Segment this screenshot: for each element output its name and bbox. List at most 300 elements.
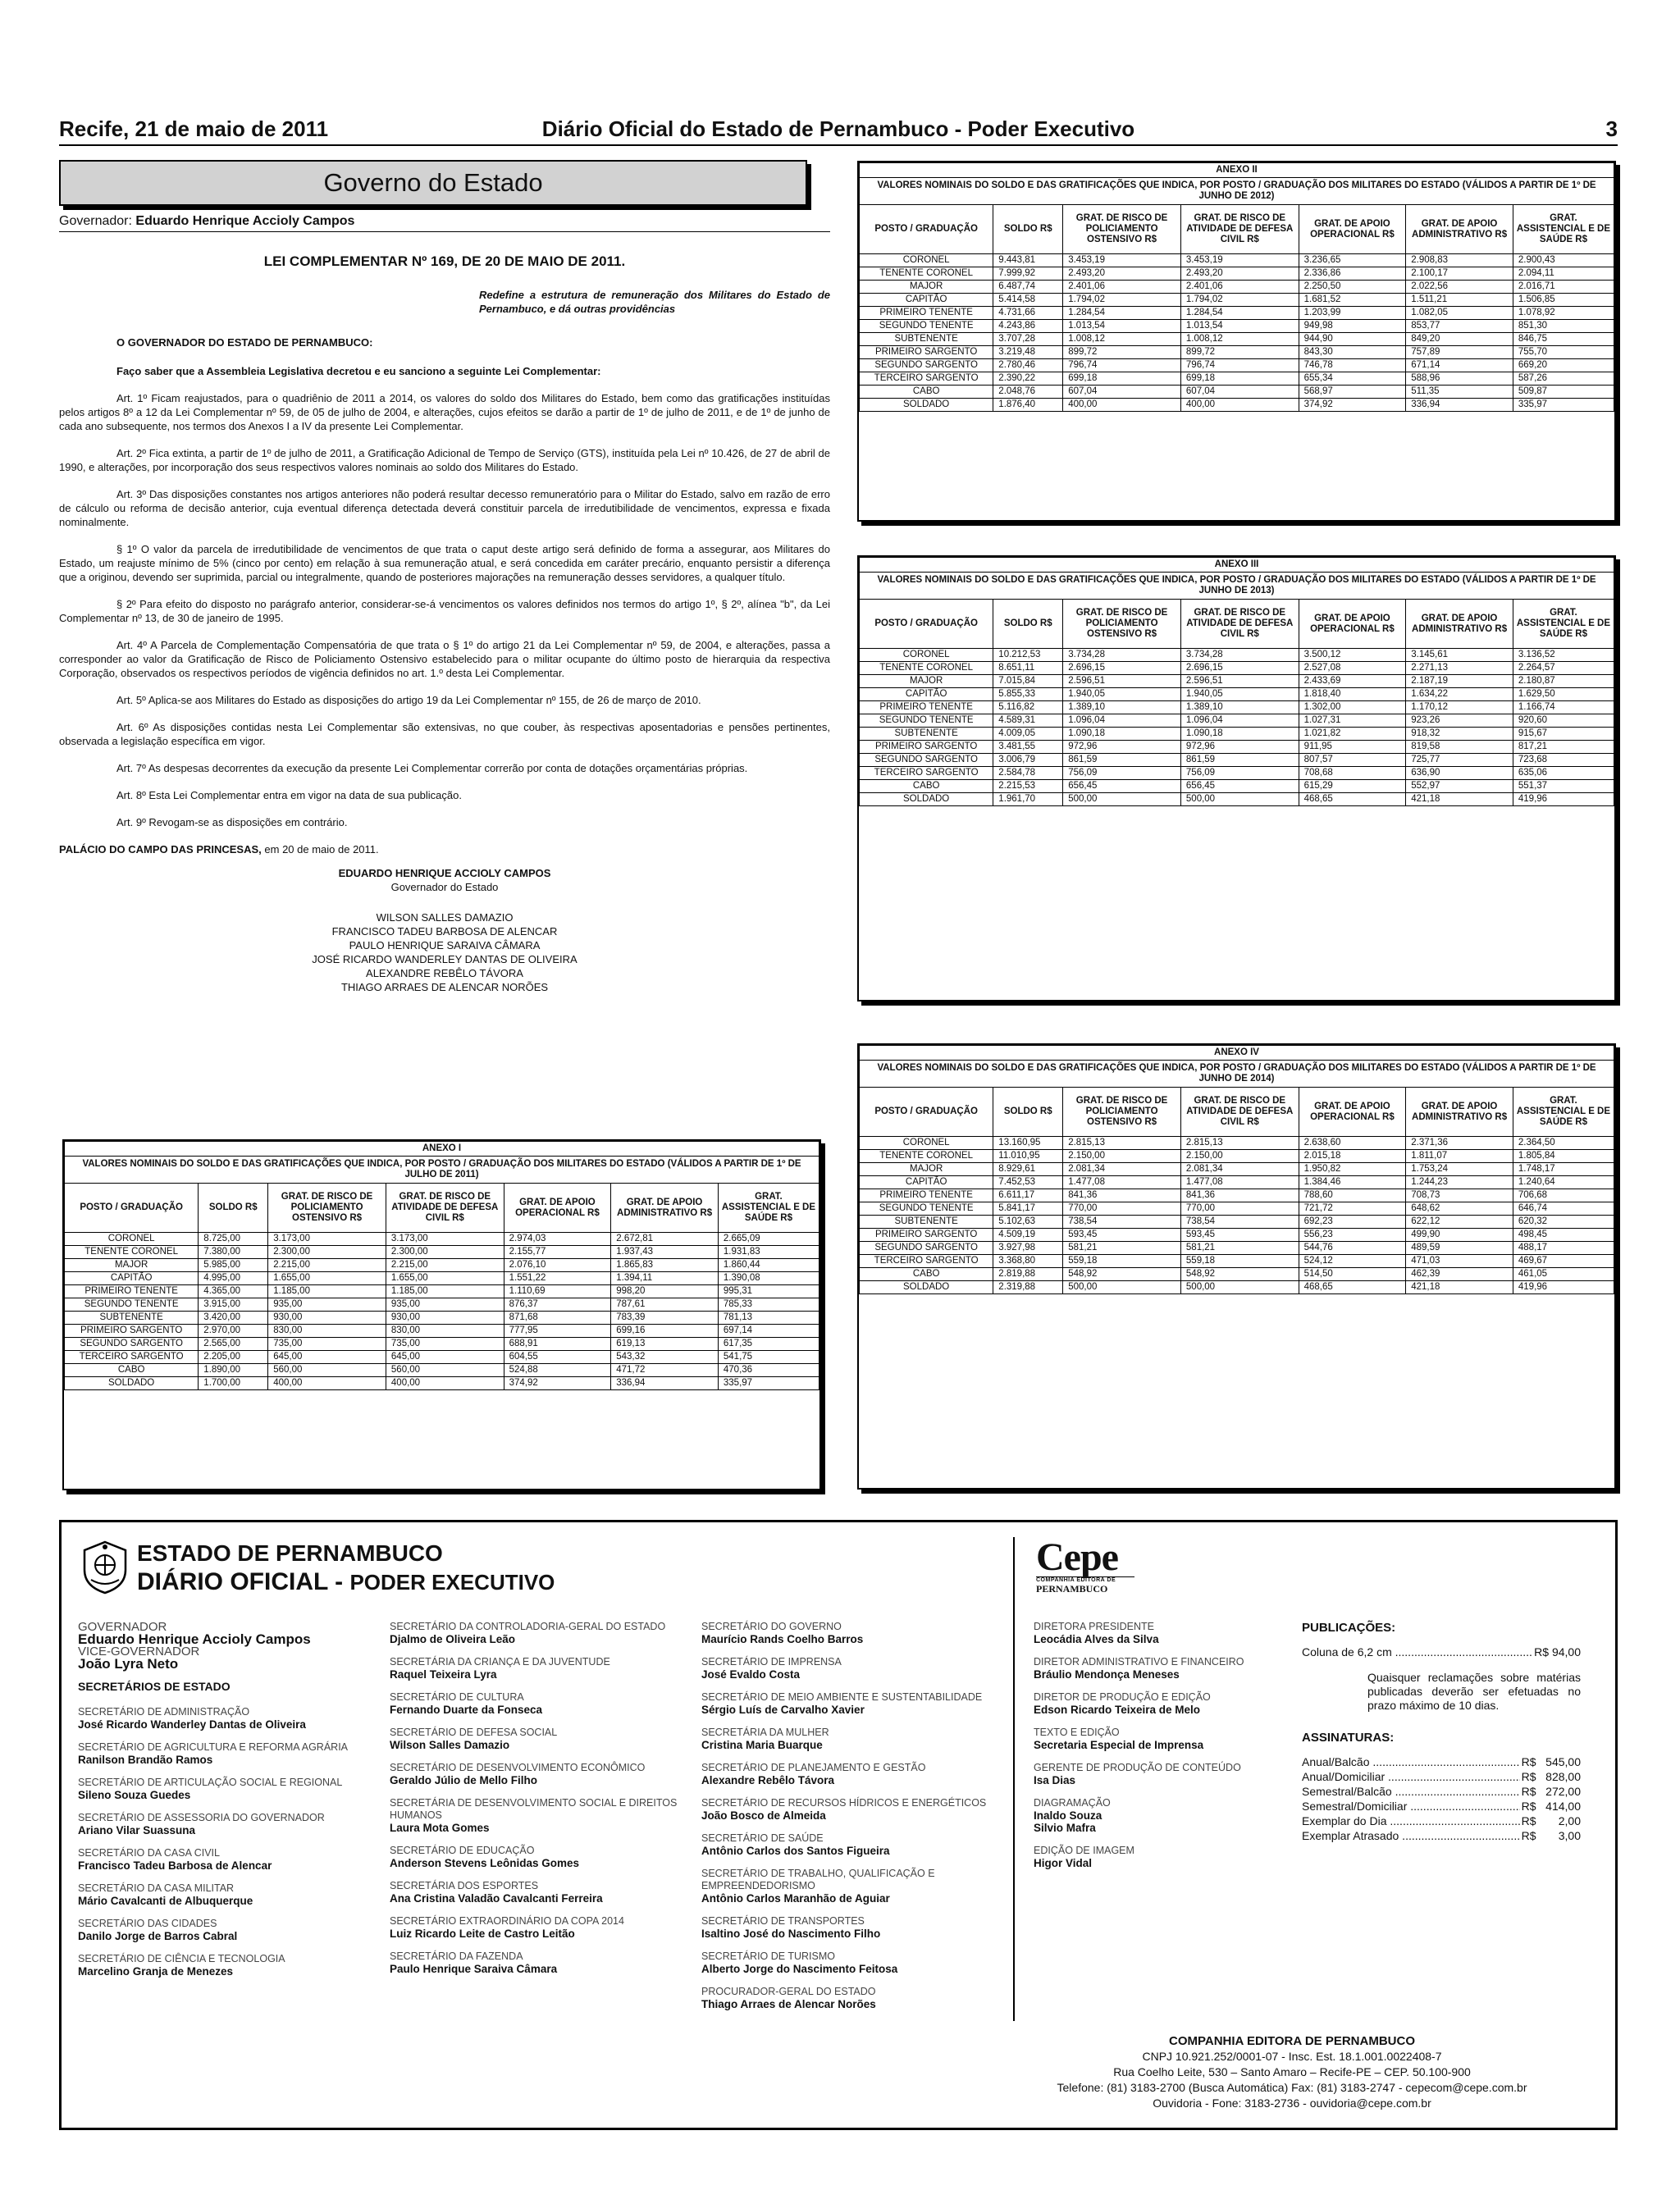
value-cell: 899,72 [1063,346,1181,359]
value-cell: 3.481,55 [993,741,1063,754]
value-cell: 560,00 [268,1364,386,1377]
value-cell: 2.100,17 [1406,267,1513,281]
value-cell: 1.865,83 [611,1259,719,1272]
column-header: GRAT. DE APOIO ADMINISTRATIVO R$ [611,1184,719,1233]
rank-cell: CAPITÃO [860,1176,993,1189]
value-cell: 6.611,17 [993,1189,1063,1202]
value-cell: 462,39 [1406,1268,1513,1281]
value-cell: 1.477,08 [1180,1176,1299,1189]
annex-table-1 [62,1139,821,1490]
value-cell: 796,74 [1180,359,1299,372]
rank-cell: TENENTE CORONEL [860,662,993,675]
annex-grid [859,1045,1614,1294]
value-cell: 669,20 [1513,359,1614,372]
official-role: SECRETÁRIO DAS CIDADES [78,1918,217,1929]
masthead-title: Diário Oficial do Estado de Pernambuco - Poder Executivo [541,116,1135,141]
value-cell: 899,72 [1180,346,1299,359]
official-name: Wilson Salles Damazio [390,1739,510,1751]
table-row [65,1259,819,1272]
official-role: PROCURADOR-GERAL DO ESTADO [701,1986,876,1997]
column-header: GRAT. DE APOIO ADMINISTRATIVO R$ [1406,1088,1513,1137]
value-cell: 2.493,20 [1063,267,1181,281]
value-cell: 400,00 [1063,399,1181,412]
value-cell: 2.150,00 [1180,1150,1299,1163]
value-cell: 2.215,00 [386,1259,504,1272]
value-cell: 851,30 [1513,320,1614,333]
value-cell: 471,03 [1406,1255,1513,1268]
official-role: SECRETÁRIO DE SAÚDE [701,1832,824,1844]
value-cell: 419,96 [1513,1281,1614,1294]
value-cell: 461,05 [1513,1268,1614,1281]
value-cell: 2.696,15 [1180,662,1299,675]
value-cell: 2.250,50 [1299,281,1406,294]
value-cell: 4.731,66 [993,307,1063,320]
column-header: SOLDO R$ [993,600,1063,649]
value-cell: 514,50 [1299,1268,1406,1281]
value-cell: 2.819,88 [993,1268,1063,1281]
footer-divider [1013,1537,1015,2021]
value-cell: 1.110,69 [504,1285,611,1298]
value-cell: 861,59 [1180,754,1299,767]
value-cell: 830,00 [268,1325,386,1338]
publicacoes-heading: PUBLICAÇÕES: [1302,1621,1396,1635]
official-role: DIRETORA PRESIDENTE [1034,1621,1155,1632]
table-row [860,346,1614,359]
value-cell: 3.500,12 [1299,649,1406,662]
rank-cell: PRIMEIRO TENENTE [860,701,993,714]
rank-cell: SEGUNDO SARGENTO [860,1242,993,1255]
value-cell: 699,18 [1063,372,1181,386]
value-cell: 2.022,56 [1406,281,1513,294]
value-cell: 2.974,03 [504,1233,611,1246]
rank-cell: MAJOR [860,675,993,688]
value-cell: 972,96 [1063,741,1181,754]
table-row [65,1298,819,1312]
official-role: SECRETÁRIO DE IMPRENSA [701,1656,842,1668]
value-cell: 3.420,00 [199,1312,268,1325]
subscription-price: R$ 2,00 [1521,1814,1581,1827]
column-header: GRAT. DE RISCO DE ATIVIDADE DE DEFESA CIVIL R$ [1180,1088,1299,1137]
table-row [860,1202,1614,1216]
table-row [860,1255,1614,1268]
table-row [65,1246,819,1259]
value-cell: 2.638,60 [1299,1137,1406,1150]
footer-col-3 [701,1621,1013,2021]
value-cell: 2.970,00 [199,1325,268,1338]
value-cell: 1.078,92 [1513,307,1614,320]
rank-cell: MAJOR [860,281,993,294]
value-cell: 688,91 [504,1338,611,1351]
secretaries-heading: SECRETÁRIOS DE ESTADO [78,1680,231,1693]
column-header: GRAT. DE RISCO DE POLICIAMENTO OSTENSIVO R$ [268,1184,386,1233]
value-cell: 2.665,09 [718,1233,819,1246]
value-cell: 468,65 [1299,1281,1406,1294]
value-cell: 5.116,82 [993,701,1063,714]
value-cell: 2.527,08 [1299,662,1406,675]
table-row [860,307,1614,320]
value-cell: 2.180,87 [1513,675,1614,688]
table-row [860,780,1614,793]
value-cell: 788,60 [1299,1189,1406,1202]
value-cell: 7.999,92 [993,267,1063,281]
value-cell: 646,74 [1513,1202,1614,1216]
value-cell: 581,21 [1063,1242,1181,1255]
column-header: SOLDO R$ [993,1088,1063,1137]
value-cell: 10.212,53 [993,649,1063,662]
value-cell: 930,00 [268,1312,386,1325]
cosigner: ALEXANDRE REBÊLO TÁVORA [366,967,523,979]
value-cell: 7.452,53 [993,1176,1063,1189]
official-role: DIRETOR DE PRODUÇÃO E EDIÇÃO [1034,1691,1211,1703]
value-cell: 1.302,00 [1299,701,1406,714]
value-cell: 2.433,69 [1299,675,1406,688]
value-cell: 1.753,24 [1406,1163,1513,1176]
value-cell: 1.811,07 [1406,1150,1513,1163]
value-cell: 738,54 [1180,1216,1299,1229]
value-cell: 2.336,86 [1299,267,1406,281]
signer-name: EDUARDO HENRIQUE ACCIOLY CAMPOS [338,867,551,879]
value-cell: 706,68 [1513,1189,1614,1202]
subscription-price: R$ 3,00 [1521,1829,1581,1842]
value-cell: 2.401,06 [1063,281,1181,294]
price-value: R$ 94,00 [1534,1645,1581,1658]
column-header: GRAT. ASSISTENCIAL E DE SAÚDE R$ [1513,205,1614,254]
value-cell: 470,36 [718,1364,819,1377]
subscription-price: R$ 828,00 [1521,1770,1581,1783]
value-cell: 8.725,00 [199,1233,268,1246]
rank-cell: PRIMEIRO TENENTE [860,307,993,320]
column-header: POSTO / GRADUAÇÃO [65,1184,199,1233]
value-cell: 587,26 [1513,372,1614,386]
value-cell: 511,35 [1406,386,1513,399]
value-cell: 725,77 [1406,754,1513,767]
company-name: COMPANHIA EDITORA DE PERNAMBUCO [1168,2034,1415,2048]
value-cell: 374,92 [504,1377,611,1390]
value-cell: 2.271,13 [1406,662,1513,675]
official-role: SECRETÁRIO DE PLANEJAMENTO E GESTÃO [701,1762,926,1773]
masthead-page-number: 3 [1605,116,1618,141]
official-name: Ariano Vilar Suassuna [78,1824,196,1836]
value-cell: 4.995,00 [199,1272,268,1285]
rank-cell: CORONEL [860,254,993,267]
value-cell: 692,23 [1299,1216,1406,1229]
value-cell: 500,00 [1180,1281,1299,1294]
column-header: SOLDO R$ [199,1184,268,1233]
value-cell: 648,62 [1406,1202,1513,1216]
value-cell: 2.076,10 [504,1259,611,1272]
value-cell: 1.021,82 [1299,728,1406,741]
value-cell: 3.734,28 [1180,649,1299,662]
value-cell: 1.629,50 [1513,688,1614,701]
table-row [65,1364,819,1377]
law-article-9: Art. 9º Revogam-se as disposições em contrário. [116,816,348,828]
value-cell: 849,20 [1406,333,1513,346]
rank-cell: SOLDADO [860,1281,993,1294]
official-name: Higor Vidal [1034,1857,1093,1869]
rank-cell: SEGUNDO SARGENTO [65,1338,199,1351]
annex-title: ANEXO I [65,1142,819,1157]
value-cell: 755,70 [1513,346,1614,359]
table-row [860,754,1614,767]
official-role: TEXTO E EDIÇÃO [1034,1727,1120,1738]
table-row [860,281,1614,294]
law-article-1: Art. 1º Ficam reajustados, para o quadriênio de 2011 a 2014, os valores do soldo dos Militares do Estado, bem como das gratificações instituídas pelos artigos 8º a 12 da Lei Complementar nº 59, de 05 de julho de 2004, e alterações, cujos efeitos se darão a partir de 1º de julho de 2011, e de 1º de junho de cada ano subsequente, nos termos dos Anexos I a IV da presente Lei Complementar. [59,392,830,432]
official-name: Inaldo Souza Silvio Mafra [1034,1809,1102,1834]
value-cell: 1.384,46 [1299,1176,1406,1189]
cosigner: JOSÉ RICARDO WANDERLEY DANTAS DE OLIVEIRA [312,953,578,965]
value-cell: 995,31 [718,1285,819,1298]
value-cell: 1.931,83 [718,1246,819,1259]
table-row [860,333,1614,346]
value-cell: 1.284,54 [1180,307,1299,320]
annex-title: ANEXO III [860,558,1614,573]
value-cell: 2.584,78 [993,767,1063,780]
official-role: SECRETÁRIO DE EDUCAÇÃO [390,1845,535,1856]
table-row [860,1137,1614,1150]
rank-cell: CAPITÃO [860,688,993,701]
value-cell: 336,94 [1406,399,1513,412]
table-row [860,767,1614,780]
assinaturas-list [1302,1754,1581,1843]
law-enactment: Faço saber que a Assembleia Legislativa decretou e eu sanciono a seguinte Lei Complementar: [116,365,601,377]
value-cell: 876,37 [504,1298,611,1312]
value-cell: 500,00 [1063,1281,1181,1294]
column-header: GRAT. DE RISCO DE POLICIAMENTO OSTENSIVO R$ [1063,205,1181,254]
value-cell: 918,32 [1406,728,1513,741]
company-line: Ouvidoria - Fone: 3183-2736 - ouvidoria@cepe.com.br [1153,2096,1431,2110]
official-name: Sileno Souza Guedes [78,1789,191,1801]
rank-cell: SEGUNDO TENENTE [860,714,993,728]
value-cell: 1.096,04 [1180,714,1299,728]
rank-cell: SUBTENENTE [860,1216,993,1229]
annex-title: ANEXO IV [860,1046,1614,1061]
rank-cell: SUBTENENTE [860,333,993,346]
value-cell: 697,14 [718,1325,819,1338]
value-cell: 3.927,98 [993,1242,1063,1255]
value-cell: 1.511,21 [1406,294,1513,307]
value-cell: 920,60 [1513,714,1614,728]
official-name: Bráulio Mendonça Meneses [1034,1668,1180,1681]
vice-governor-role: VICE-GOVERNADOR [78,1645,200,1658]
value-cell: 770,00 [1180,1202,1299,1216]
value-cell: 1.655,00 [268,1272,386,1285]
official-role: SECRETÁRIO DE TRANSPORTES [701,1915,865,1927]
value-cell: 617,35 [718,1338,819,1351]
value-cell: 468,65 [1299,793,1406,806]
law-article-8: Art. 8º Esta Lei Complementar entra em vigor na data de sua publicação. [116,789,462,801]
value-cell: 1.890,00 [199,1364,268,1377]
value-cell: 335,97 [718,1377,819,1390]
table-row [860,662,1614,675]
table-row [860,1150,1614,1163]
value-cell: 3.236,65 [1299,254,1406,267]
value-cell: 1.013,54 [1180,320,1299,333]
table-row [860,701,1614,714]
value-cell: 2.264,57 [1513,662,1614,675]
value-cell: 2.390,22 [993,372,1063,386]
table-row [65,1312,819,1325]
rank-cell: TERCEIRO SARGENTO [860,767,993,780]
value-cell: 2.908,83 [1406,254,1513,267]
value-cell: 1.389,10 [1063,701,1181,714]
official-name: Thiago Arraes de Alencar Norões [701,1998,876,2010]
value-cell: 3.734,28 [1063,649,1181,662]
official-role: SECRETÁRIO DE MEIO AMBIENTE E SUSTENTABILIDADE [701,1691,983,1703]
subscription-label: Semestral/Balcão ..... [1302,1784,1520,1799]
value-cell: 8.929,61 [993,1163,1063,1176]
value-cell: 2.780,46 [993,359,1063,372]
official-name: Ana Cristina Valadão Cavalcanti Ferreira [390,1892,603,1905]
law-article-3-par-2: § 2º Para efeito do disposto no parágrafo anterior, considerar-se-á vencimentos os valores definidos nos termos do artigo 1º, § 2º, alínea "b", da Lei Complementar nº 13, de 30 de janeiro de 1995. [59,598,830,624]
value-cell: 335,97 [1513,399,1614,412]
value-cell: 1.794,02 [1180,294,1299,307]
official-role: SECRETÁRIO DE ADMINISTRAÇÃO [78,1706,250,1718]
column-header: GRAT. DE APOIO ADMINISTRATIVO R$ [1406,600,1513,649]
value-cell: 581,21 [1180,1242,1299,1255]
footer-diario-title [137,1568,555,1596]
value-cell: 8.651,11 [993,662,1063,675]
law-article-4: Art. 4º A Parcela de Complementação Compensatória de que trata o § 1º do artigo 21 da Lei Complementar nº 59, de 2004, e alterações, passa a corresponder ao valor da Gratificação de Risco de Policiamento Ostensivo estabelecido para o militar ocupante do último posto de hierarquia da respectiva Corporação, observados os respectivos períodos de vigência definidos no art. 1.º desta Lei Complementar. [59,639,830,679]
annex-table-4 [857,1043,1616,1490]
table-row [65,1351,819,1364]
cosigner: PAULO HENRIQUE SARAIVA CÂMARA [349,939,541,951]
value-cell: 923,26 [1406,714,1513,728]
value-cell: 619,13 [611,1338,719,1351]
law-title: LEI COMPLEMENTAR Nº 169, DE 20 DE MAIO DE 2011. [263,253,626,269]
rank-cell: SUBTENENTE [65,1312,199,1325]
table-row [860,386,1614,399]
value-cell: 3.915,00 [199,1298,268,1312]
value-cell: 3.219,48 [993,346,1063,359]
value-cell: 645,00 [268,1351,386,1364]
footer-diario-small: PODER EXECUTIVO [349,1570,555,1595]
value-cell: 1.818,40 [1299,688,1406,701]
palace-date: em 20 de maio de 2011. [261,843,379,855]
value-cell: 785,33 [718,1298,819,1312]
table-row [860,649,1614,662]
official-name: Raquel Teixeira Lyra [390,1668,497,1681]
value-cell: 2.596,51 [1063,675,1181,688]
company-line: CNPJ 10.921.252/0001-07 - Insc. Est. 18.1.001.0022408-7 [1142,2050,1442,2063]
value-cell: 1.950,82 [1299,1163,1406,1176]
value-cell: 1.284,54 [1063,307,1181,320]
value-cell: 735,00 [386,1338,504,1351]
value-cell: 2.815,13 [1063,1137,1181,1150]
official-role: SECRETÁRIA DA MULHER [701,1727,829,1738]
rank-cell: CORONEL [860,649,993,662]
value-cell: 817,21 [1513,741,1614,754]
value-cell: 615,29 [1299,780,1406,793]
official-role: SECRETÁRIA DA CRIANÇA E DA JUVENTUDE [390,1656,610,1668]
value-cell: 655,34 [1299,372,1406,386]
rank-cell: SOLDADO [860,399,993,412]
value-cell: 911,95 [1299,741,1406,754]
subscription-row [1302,1754,1581,1769]
section-title: Governo do Estado [323,168,543,197]
value-cell: 524,88 [504,1364,611,1377]
value-cell: 593,45 [1180,1229,1299,1242]
table-row [65,1272,819,1285]
value-cell: 421,18 [1406,1281,1513,1294]
section-title-box [59,160,807,206]
value-cell: 544,76 [1299,1242,1406,1255]
subscription-row [1302,1784,1581,1799]
value-cell: 3.006,79 [993,754,1063,767]
footer-expediente [59,1520,1618,2130]
value-cell: 5.414,58 [993,294,1063,307]
value-cell: 2.364,50 [1513,1137,1614,1150]
table-row [860,1229,1614,1242]
annex-subtitle: VALORES NOMINAIS DO SOLDO E DAS GRATIFICAÇÕES QUE INDICA, POR POSTO / GRADUAÇÃO DOS MILITARES DO ESTADO (VÁLIDOS A PARTIR DE 1º DE JULHO DE 2011) [65,1157,819,1184]
value-cell: 998,20 [611,1285,719,1298]
rank-cell: CABO [860,386,993,399]
value-cell: 738,54 [1063,1216,1181,1229]
rank-cell: PRIMEIRO SARGENTO [860,346,993,359]
value-cell: 2.596,51 [1180,675,1299,688]
value-cell: 604,55 [504,1351,611,1364]
value-cell: 509,87 [1513,386,1614,399]
cepe-logo [1036,1535,1176,1598]
value-cell: 559,18 [1180,1255,1299,1268]
value-cell: 1.876,40 [993,399,1063,412]
value-cell: 559,18 [1063,1255,1181,1268]
value-cell: 548,92 [1063,1268,1181,1281]
value-cell: 915,67 [1513,728,1614,741]
value-cell: 3.173,00 [386,1233,504,1246]
value-cell: 1.082,05 [1406,307,1513,320]
cepe-logo-sub1: COMPANHIA EDITORA DE [1036,1576,1134,1583]
value-cell: 2.081,34 [1180,1163,1299,1176]
rank-cell: SOLDADO [65,1377,199,1390]
value-cell: 419,96 [1513,793,1614,806]
rank-cell: SEGUNDO TENENTE [860,1202,993,1216]
official-name: José Evaldo Costa [701,1668,801,1681]
column-header: GRAT. DE APOIO OPERACIONAL R$ [1299,1088,1406,1137]
rank-cell: SEGUNDO TENENTE [860,320,993,333]
official-role: SECRETÁRIO DE DEFESA SOCIAL [390,1727,558,1738]
value-cell: 2.081,34 [1063,1163,1181,1176]
law-article-5: Art. 5º Aplica-se aos Militares do Estado as disposições do artigo 19 da Lei Complementar nº 155, de 26 de março de 2010. [116,694,701,706]
official-name: Alexandre Rebêlo Távora [701,1774,835,1786]
subscription-label: Exemplar Atrasado ..... [1302,1828,1520,1843]
column-header: POSTO / GRADUAÇÃO [860,205,993,254]
annex-grid [64,1141,819,1390]
value-cell: 3.145,61 [1406,649,1513,662]
value-cell: 620,32 [1513,1216,1614,1229]
value-cell: 2.900,43 [1513,254,1614,267]
table-row [860,399,1614,412]
value-cell: 552,97 [1406,780,1513,793]
column-header: GRAT. DE RISCO DE ATIVIDADE DE DEFESA CIVIL R$ [386,1184,504,1233]
value-cell: 841,36 [1063,1189,1181,1202]
law-place-date [59,842,830,856]
law-article-3-par-1: § 1º O valor da parcela de irredutibilidade de vencimentos de que trata o caput deste artigo será definido de forma a assegurar, aos Militares do Estado, um reajuste mínimo de 5% (cinco por cento) em relação à sua remuneração atual, e será concedida em caráter precário, enquanto persistir a diferença que a originou, devendo ser suprimida, parcial ou integralmente, quando de posteriores majorações na remuneração desses servidores, a qualquer título. [59,543,830,583]
table-row [860,254,1614,267]
value-cell: 2.672,81 [611,1233,719,1246]
official-role: SECRETÁRIO DE ASSESSORIA DO GOVERNADOR [78,1812,325,1823]
value-cell: 469,67 [1513,1255,1614,1268]
value-cell: 861,59 [1063,754,1181,767]
value-cell: 699,16 [611,1325,719,1338]
official-role: DIRETOR ADMINISTRATIVO E FINANCEIRO [1034,1656,1244,1668]
governor-name: Eduardo Henrique Accioly Campos [135,214,355,228]
value-cell: 787,61 [611,1298,719,1312]
value-cell: 4.243,86 [993,320,1063,333]
official-name: Cristina Maria Buarque [701,1739,823,1751]
value-cell: 819,58 [1406,741,1513,754]
rank-cell: CABO [65,1364,199,1377]
value-cell: 2.016,71 [1513,281,1614,294]
